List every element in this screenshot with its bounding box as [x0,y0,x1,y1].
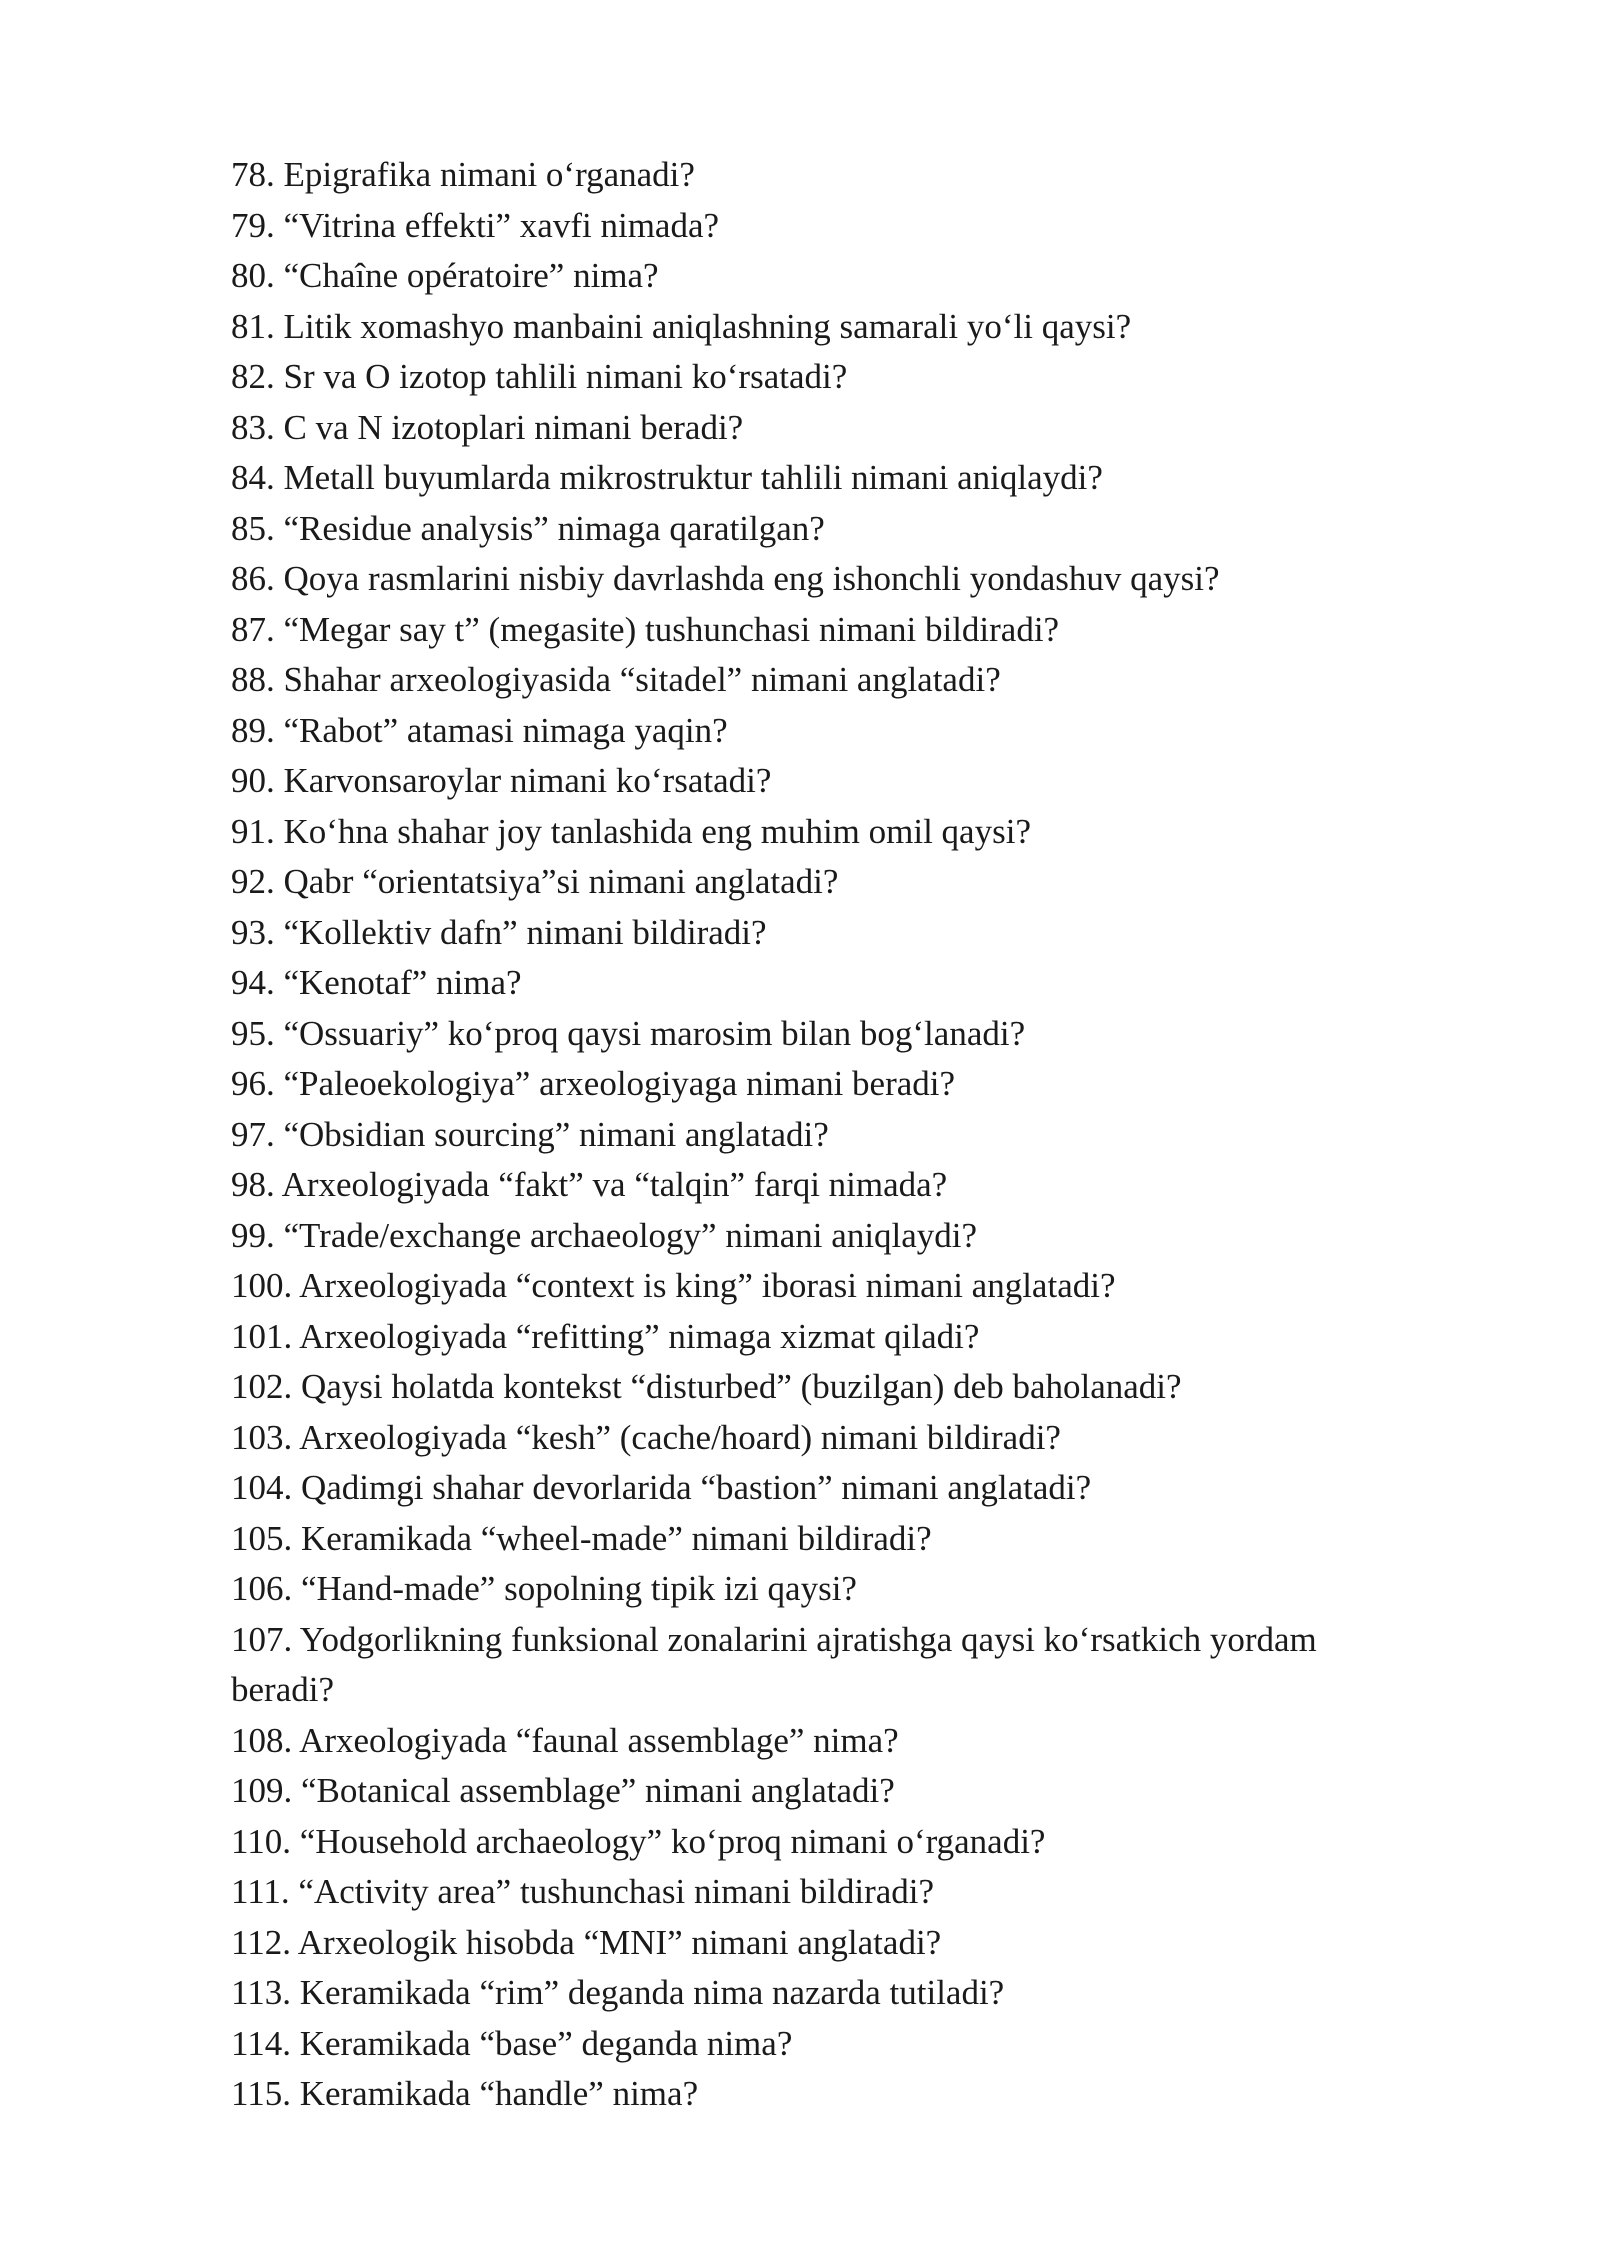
question-105: 105. Keramikada “wheel-made” nimani bildiradi? [231,1518,932,1558]
question-96: 96. “Paleoekologiya” arxeologiyaga nimani beradi? [231,1064,956,1103]
question-97: 97. “Obsidian sourcing” nimani anglatadi? [231,1114,829,1154]
question-98: 98. Arxeologiyada “fakt” va “talqin” farqi nimada? [231,1165,948,1204]
question-115: 115. Keramikada “handle” nima? [231,2074,699,2113]
question-82: 82. Sr va O izotop tahlili nimani ko‘rsatadi? [231,357,848,396]
question-104: 104. Qadimgi shahar devorlarida “bastion” nimani anglatadi? [231,1468,1092,1507]
question-86: 86. Qoya rasmlarini nisbiy davrlashda eng ishonchli yondashuv qaysi? [231,559,1220,598]
question-80: 80. “Chaîne opératoire” nima? [231,256,659,295]
question-94: 94. “Kenotaf” nima? [231,963,522,1002]
question-113: 113. Keramikada “rim” deganda nima nazarda tutiladi? [231,1973,1005,2012]
question-84: 84. Metall buyumlarda mikrostruktur tahlili nimani aniqlaydi? [231,458,1103,497]
question-93: 93. “Kollektiv dafn” nimani bildiradi? [231,912,767,952]
question-107: 107. Yodgorlikning funksional zonalarini ajratishga qaysi ko‘rsatkich yordam beradi? [231,1619,1317,1709]
question-101: 101. Arxeologiyada “refitting” nimaga xizmat qiladi? [231,1316,980,1356]
question-112: 112. Arxeologik hisobda “MNI” nimani anglatadi? [231,1922,942,1962]
question-90: 90. Karvonsaroylar nimani ko‘rsatadi? [231,761,772,800]
question-list [231,150,1421,2120]
question-89: 89. “Rabot” atamasi nimaga yaqin? [231,710,728,750]
question-81: 81. Litik xomashyo manbaini aniqlashning samarali yo‘li qaysi? [231,306,1132,346]
question-103: 103. Arxeologiyada “kesh” (cache/hoard) nimani bildiradi? [231,1417,1061,1457]
question-79: 79. “Vitrina effekti” xavfi nimada? [231,205,720,245]
question-114: 114. Keramikada “base” deganda nima? [231,2023,793,2063]
question-109: 109. “Botanical assemblage” nimani anglatadi? [231,1771,895,1810]
question-83: 83. C va N izotoplari nimani beradi? [231,407,744,447]
question-99: 99. “Trade/exchange archaeology” nimani aniqlaydi? [231,1215,978,1255]
question-95: 95. “Ossuariy” ko‘proq qaysi marosim bilan bog‘lanadi? [231,1013,1026,1053]
question-110: 110. “Household archaeology” ko‘proq nimani o‘rganadi? [231,1821,1046,1861]
question-100: 100. Arxeologiyada “context is king” iborasi nimani anglatadi? [231,1266,1116,1305]
question-91: 91. Ko‘hna shahar joy tanlashida eng muhim omil qaysi? [231,811,1031,851]
question-108: 108. Arxeologiyada “faunal assemblage” nima? [231,1720,899,1760]
question-88: 88. Shahar arxeologiyasida “sitadel” nimani anglatadi? [231,660,1001,699]
question-102: 102. Qaysi holatda kontekst “disturbed” (buzilgan) deb baholanadi? [231,1367,1182,1406]
question-85: 85. “Residue analysis” nimaga qaratilgan? [231,508,825,548]
question-106: 106. “Hand-made” sopolning tipik izi qaysi? [231,1569,857,1608]
question-87: 87. “Megar say t” (megasite) tushunchasi nimani bildiradi? [231,609,1060,649]
question-92: 92. Qabr “orientatsiya”si nimani anglatadi? [231,862,839,901]
question-111: 111. “Activity area” tushunchasi nimani bildiradi? [231,1872,935,1911]
question-78: 78. Epigrafika nimani o‘rganadi? [231,155,695,194]
